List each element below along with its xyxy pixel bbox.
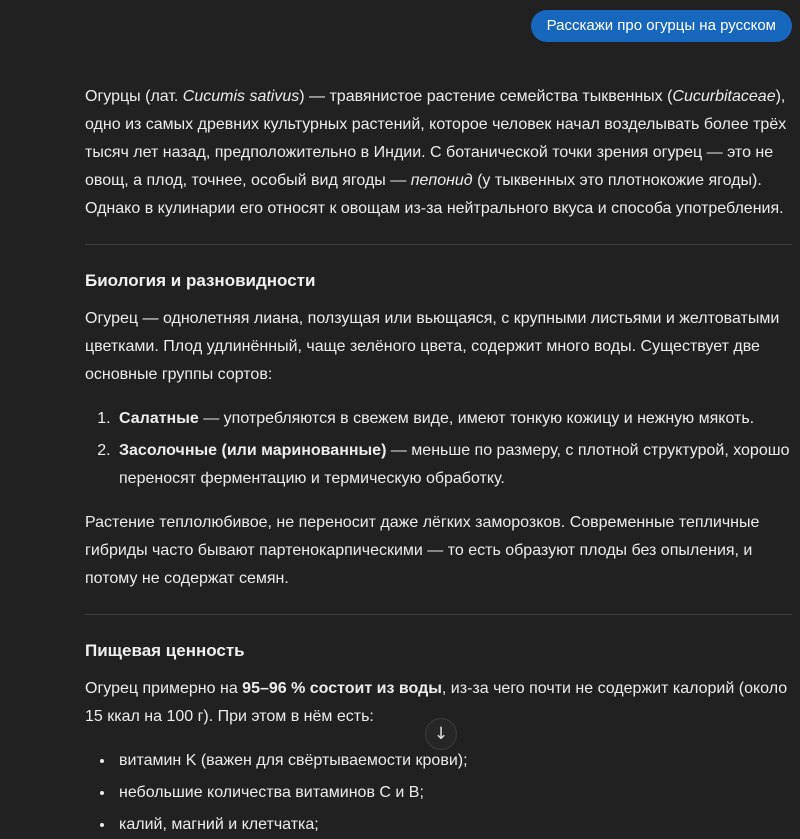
user-message-bubble: Расскажи про огурцы на русском bbox=[531, 10, 792, 42]
section-divider bbox=[85, 244, 792, 245]
section-divider bbox=[85, 614, 792, 615]
section-heading-biology: Биология и разновидности bbox=[85, 271, 316, 290]
user-message-row bbox=[85, 0, 792, 42]
cucumber-types-list bbox=[85, 405, 792, 493]
list-item: • небольшие количества витаминов C и B; bbox=[115, 779, 792, 807]
list-item: • калий, магний и клетчатка; bbox=[115, 811, 792, 839]
section-heading-nutrition: Пищевая ценность bbox=[85, 641, 245, 660]
nutrition-paragraph: Огурец примерно на 95–96 % состоит из воды, из-за чего почти не содержит калорий (около 15 ккал на 100 г). При этом в нём есть: bbox=[85, 680, 788, 725]
arrow-down-icon: ↓ bbox=[433, 723, 449, 744]
chat-thread bbox=[85, 0, 792, 839]
list-item: 2. Засолочные (или маринованные) — меньше по размеру, с плотной структурой, хорошо переносят ферментацию и термическую обработку. bbox=[115, 437, 792, 493]
scroll-to-bottom-button[interactable] bbox=[425, 718, 457, 750]
list-item: 1. Салатные — употребляются в свежем виде, имеют тонкую кожицу и нежную мякоть. bbox=[115, 405, 792, 433]
list-item: • витамин K (важен для свёртываемости крови); bbox=[115, 747, 792, 775]
biology-paragraph: Огурец — однолетняя лиана, ползущая или вьющаяся, с крупными листьями и желтоватыми цветками. Плод удлинённый, чаще зелёного цвета, содержит много воды. Существует две основные группы сортов: bbox=[85, 310, 780, 383]
nutrition-bullet-list bbox=[85, 747, 792, 839]
intro-paragraph: Огурцы (лат. Cucumis sativus) — травянистое растение семейства тыквенных (Cucurbitaceae), одно из самых древних культурных растений, которое человек начал возделывать более трёх тысяч лет назад, предположительно в Индии. С ботанической точки зрения огурец — это не овощ, а плод, точнее, особый вид ягоды — пепонид (у тыквенных это плотнокожие ягоды). Однако в кулинарии его относят к овощам из-за нейтрального вкуса и способа употребления. bbox=[85, 88, 787, 217]
biology-paragraph-2: Растение теплолюбивое, не переносит даже лёгких заморозков. Современные тепличные гибриды часто бывают партенокарпическими — то есть образуют плоды без опыления, и потому не содержат семян. bbox=[85, 514, 760, 587]
